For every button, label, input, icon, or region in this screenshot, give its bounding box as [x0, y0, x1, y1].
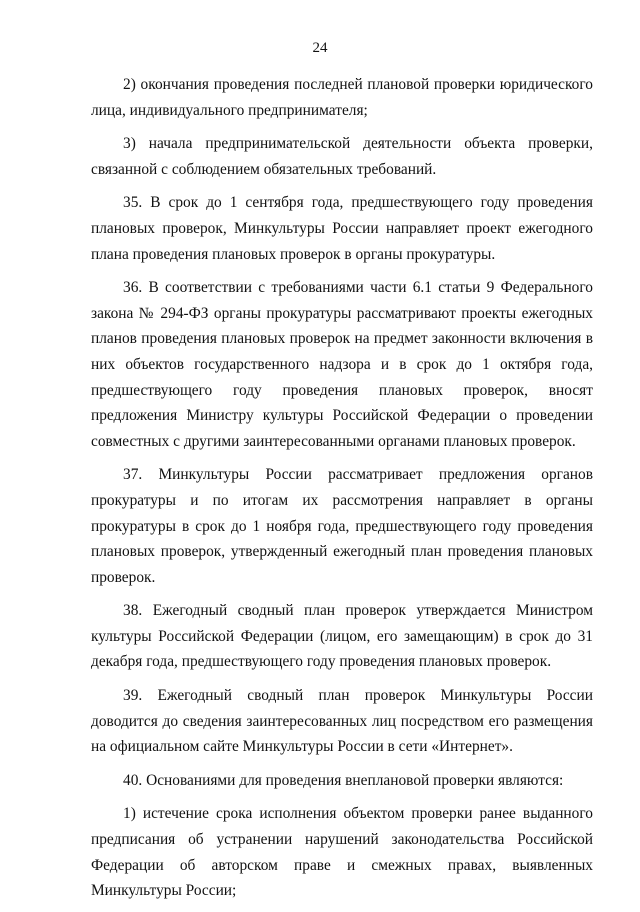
paragraph-item-2: 2) окончания проведения последней плановой проверки юридического лица, индивидуального предпринимателя; — [91, 76, 593, 119]
paragraph-40-item-1: 1) истечение срока исполнения объектом проверки ранее выданного предписания об устранении нарушений законодательства Российской Федерации об авторском праве и смежных правах, выявленных Минкультуры России; — [91, 805, 593, 900]
paragraph-item-3: 3) начала предпринимательской деятельности объекта проверки, связанной с соблюдением обязательных требований. — [91, 135, 593, 178]
paragraph-35: 35. В срок до 1 сентября года, предшествующего году проведения плановых проверок, Минкультуры России направляет проект ежегодного плана проведения плановых проверок в органы прокуратуры. — [91, 194, 593, 263]
paragraph-40: 40. Основаниями для проведения внеплановой проверки являются: — [123, 771, 564, 789]
paragraph-37: 37. Минкультуры России рассматривает предложения органов прокуратуры и по итогам их рассмотрения направляет в органы прокуратуры в срок до 1 ноября года, предшествующего году проведения плановых проверок, утвержденный ежегодный план проведения плановых проверок. — [91, 466, 593, 586]
document-body — [91, 72, 593, 912]
paragraph-36: 36. В соответствии с требованиями части 6.1 статьи 9 Федерального закона № 294-ФЗ органы прокуратуры рассматривают проекты ежегодных планов проведения плановых проверок на предмет законности включения в них объектов государственного надзора и в срок до 1 октября года, предшествующего году проведения плановых проверок, вносят предложения Министру культуры Российской Федерации о проведении совместных с другими заинтересованными органами плановых проверок. — [91, 279, 593, 450]
paragraph-38: 38. Ежегодный сводный план проверок утверждается Министром культуры Российской Федерации (лицом, его замещающим) в срок до 31 декабря года, предшествующего году проведения плановых проверок. — [91, 602, 593, 671]
paragraph-39: 39. Ежегодный сводный план проверок Минкультуры России доводится до сведения заинтересованных лиц посредством его размещения на официальном сайте Минкультуры России в сети «Интернет». — [91, 687, 593, 756]
page-number: 24 — [312, 40, 328, 56]
